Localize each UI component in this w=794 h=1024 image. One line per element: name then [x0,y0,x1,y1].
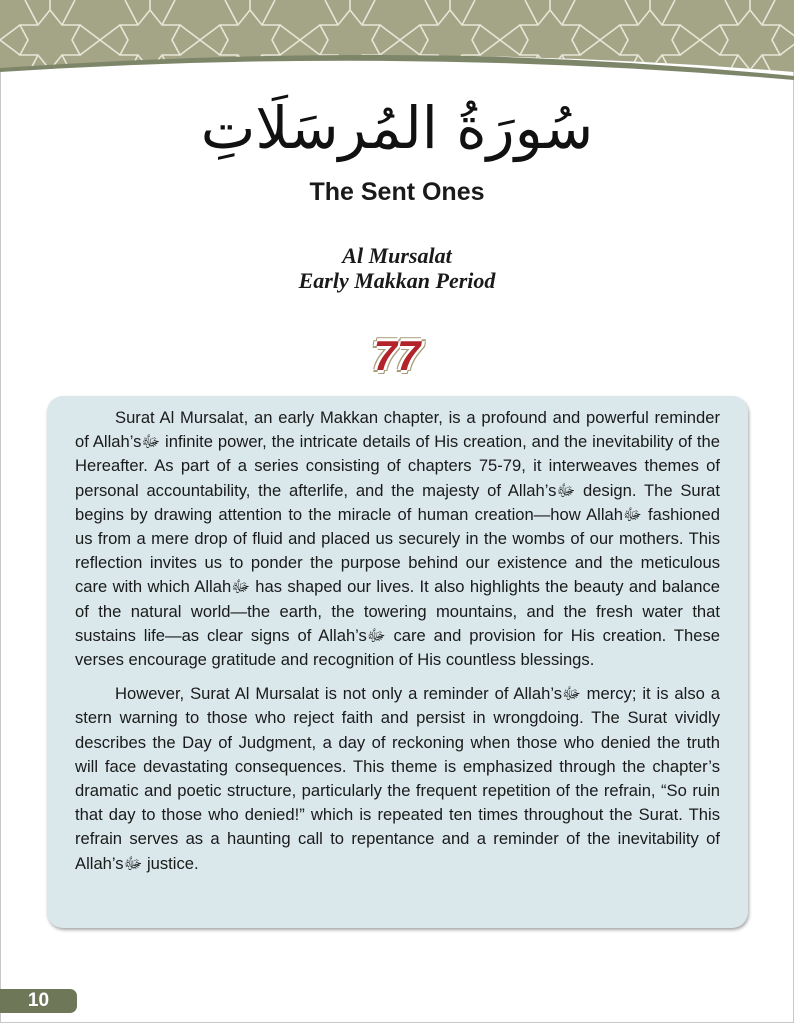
surah-name: Al Mursalat [342,243,452,268]
decorative-banner [0,0,794,80]
paragraph: However, Surat Al Mursalat is not only a reminder of Allah’sﷻ mercy; it is also a stern warning to those who reject faith and persist in wrongdoing. The Surat vividly describes the Day of Judgment, a day of reckoning when those who denied the truth will face devastating consequences. This theme is emphasized through the chapter’s dramatic and poetic structure, particularly the frequent repetition of the refrain, “So ruin that day to those who denied!” which is repeated ten times throughout the Surat. This refrain serves as a haunting call to repentance and a reminder of the inevitability of Allah’sﷻ justice. [75,684,720,873]
paragraph: Surat Al Mursalat, an early Makkan chapter, is a profound and powerful reminder of Allah’sﷻ infinite power, the intricate details of His creation, and the inevitability of the Hereafter. As part of a series consisting of chapters 75-79, it interweaves themes of personal accountability, the afterlife, and the majesty of Allah’sﷻ design. The Surat begins by drawing attention to the miracle of human creation—how Allahﷻ fashioned us from a mere drop of fluid and placed us securely in the wombs of our mothers. This reflection invites us to ponder the purpose behind our existence and the meticulous care with which Allahﷻ has shaped our lives. It also highlights the beauty and balance of the natural world—the earth, the towering mountains, and the fresh water that sustains life—as clear signs of Allah’sﷻ care and provision for His creation. These verses encourage gratitude and recognition of His countless blessings. [75,408,721,670]
page-number: 10 [0,989,77,1013]
introduction-box [47,396,748,928]
arabic-surah-title: سُورَةُ المُرسَلَاتِ [200,94,594,162]
surah-number: 77 [373,332,421,379]
subtitle [0,243,794,293]
revelation-period: Early Makkan Period [298,268,496,293]
page-title: The Sent Ones [309,178,485,206]
